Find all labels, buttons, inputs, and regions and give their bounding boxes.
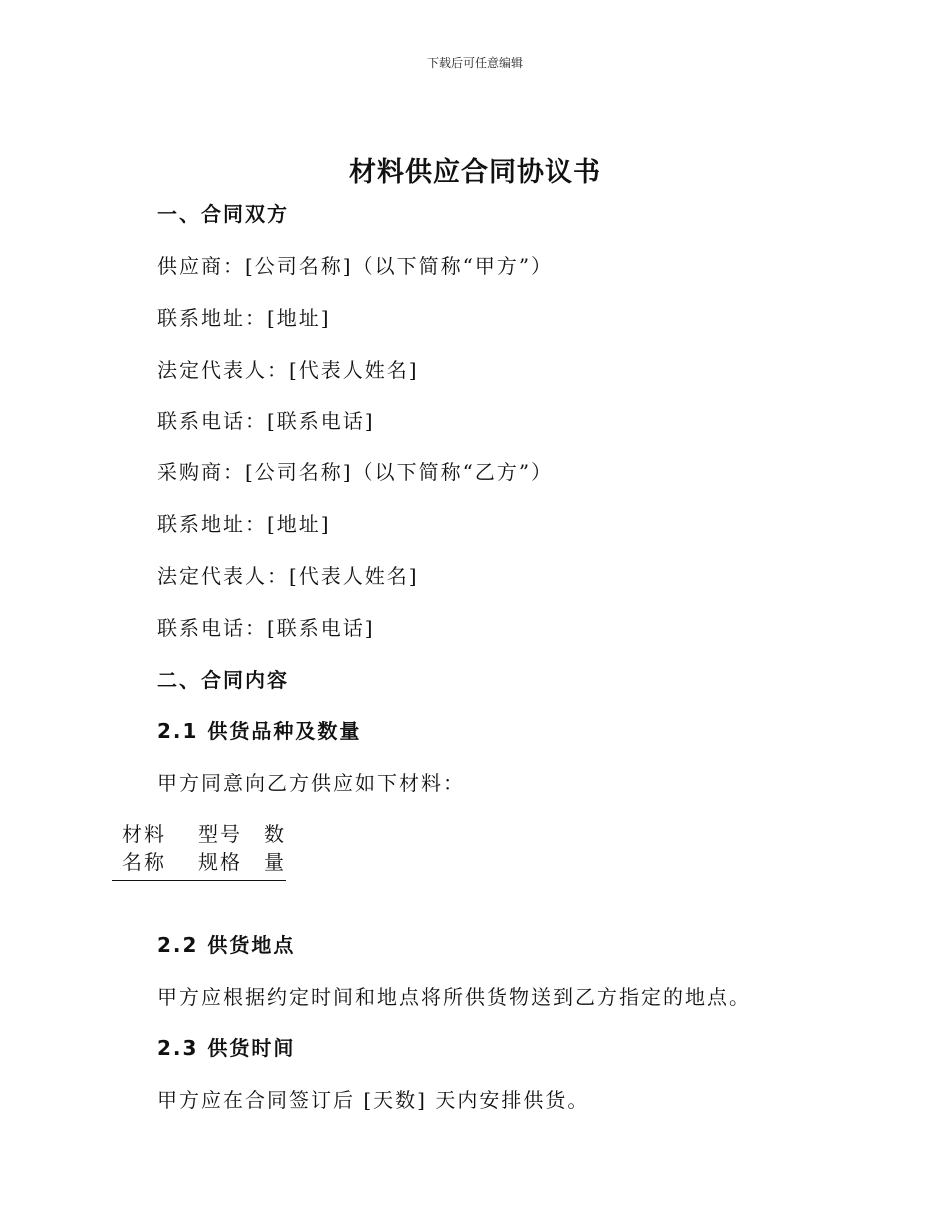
buyer-phone-line: 联系电话：[联系电话] bbox=[157, 616, 375, 640]
section-2-3-text: 甲方应在合同签订后 [天数] 天内安排供货。 bbox=[157, 1088, 590, 1112]
section-2-2-text: 甲方应根据约定时间和地点将所供货物送到乙方指定的地点。 bbox=[157, 985, 751, 1009]
section-2-1-heading: 2.1 供货品种及数量 bbox=[157, 719, 362, 743]
header-name: 名称 bbox=[122, 850, 166, 874]
supplier-address-line: 联系地址：[地址] bbox=[157, 306, 331, 330]
supplier-line: 供应商：[公司名称]（以下简称“甲方”） bbox=[157, 254, 554, 278]
section-2-2-heading: 2.2 供货地点 bbox=[157, 933, 296, 957]
materials-table-header-row-1 bbox=[112, 820, 286, 848]
section-2-heading: 二、合同内容 bbox=[157, 668, 289, 692]
buyer-rep-line: 法定代表人：[代表人姓名] bbox=[157, 564, 419, 588]
header-note: 下载后可任意编辑 bbox=[426, 56, 523, 70]
buyer-line: 采购商：[公司名称]（以下简称“乙方”） bbox=[157, 460, 554, 484]
header-material: 材料 bbox=[122, 822, 166, 846]
materials-table-header-row-2 bbox=[112, 848, 286, 876]
header-quantity: 数 bbox=[264, 822, 286, 846]
header-spec: 规格 bbox=[198, 850, 242, 874]
supplier-phone-line: 联系电话：[联系电话] bbox=[157, 409, 375, 433]
buyer-address-line: 联系地址：[地址] bbox=[157, 512, 331, 536]
supplier-rep-line: 法定代表人：[代表人姓名] bbox=[157, 358, 419, 382]
section-2-3-heading: 2.3 供货时间 bbox=[157, 1036, 296, 1060]
section-2-1-text: 甲方同意向乙方供应如下材料： bbox=[157, 771, 465, 795]
header-model: 型号 bbox=[198, 822, 242, 846]
document-title: 材料供应合同协议书 bbox=[349, 157, 601, 188]
header-amount: 量 bbox=[264, 850, 286, 874]
section-1-heading: 一、合同双方 bbox=[157, 202, 289, 226]
materials-table bbox=[112, 820, 286, 881]
